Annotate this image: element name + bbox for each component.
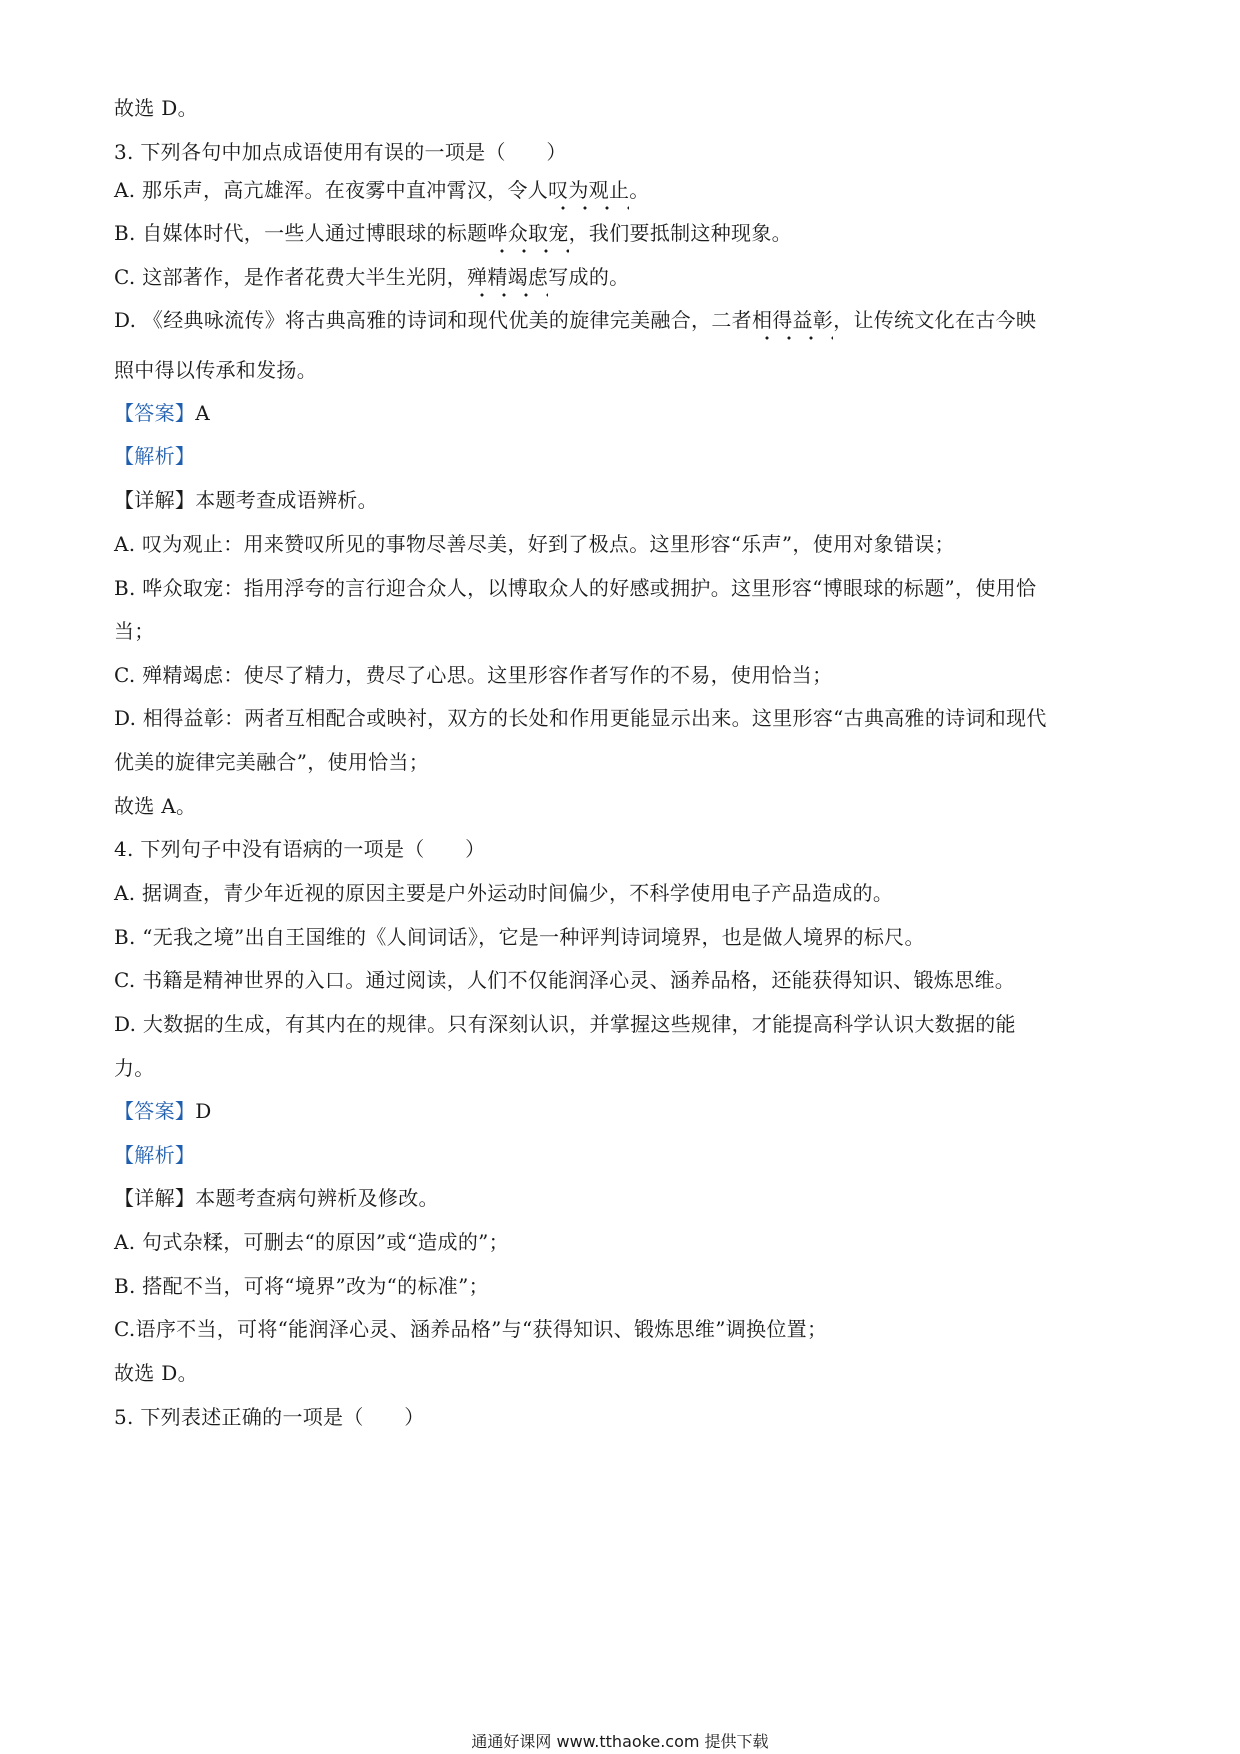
answer-value: D (195, 1099, 212, 1123)
answer-line (114, 1098, 1124, 1124)
explanation-b-cont: 当； (114, 619, 155, 643)
option-text: ，让传统文化在古今映 (833, 308, 1037, 332)
explanation-c: C.语序不当，可将“能润泽心灵、涵养品格”与“获得知识、锻炼思维”调换位置； (114, 1317, 828, 1341)
explanation-b: B. 哗众取宠：指用浮夸的言行迎合众人，以博取众人的好感或拥护。这里形容“博眼球的标题”，使用恰 (114, 576, 1037, 600)
conclusion-line: 故选 A。 (114, 794, 197, 818)
explanation-a: A. 叹为观止：用来赞叹所见的事物尽善尽美，好到了极点。这里形容“乐声”，使用对象错误； (114, 532, 955, 556)
option-text: 。 (629, 178, 650, 202)
option-text: A. 那乐声，高亢雄浑。在夜雾中直冲霄汉，令人 (114, 178, 549, 202)
question-3-stem: 3. 下列各句中加点成语使用有误的一项是（ ） (114, 140, 567, 164)
analysis-tag: 【解析】 (114, 1143, 196, 1167)
question-4-stem: 4. 下列句子中没有语病的一项是（ ） (114, 837, 486, 861)
analysis-tag: 【解析】 (114, 444, 196, 468)
dotted-idiom: 殚精竭虑 (467, 265, 549, 289)
question-3-option-d-cont: 照中得以传承和发扬。 (114, 358, 317, 382)
question-3-option-b (114, 220, 1124, 246)
conclusion-line: 故选 D。 (114, 1361, 198, 1385)
explanation-a: A. 句式杂糅，可删去“的原因”或“造成的”； (114, 1230, 509, 1254)
answer-value: A (195, 401, 210, 425)
option-text: 写成的。 (548, 265, 630, 289)
explanation-d-cont: 优美的旋律完美融合”，使用恰当； (114, 750, 430, 774)
dotted-idiom: 相得益彰 (751, 308, 834, 332)
question-5-stem: 5. 下列表述正确的一项是（ ） (114, 1405, 425, 1429)
detail-line: 【详解】本题考查病句辨析及修改。 (114, 1186, 439, 1210)
question-3-option-c (114, 264, 1124, 290)
option-text: D. 《经典咏流传》将古典高雅的诗词和现代优美的旋律完美融合，二者 (114, 308, 752, 332)
answer-line (114, 400, 1124, 426)
question-4-option-d-cont: 力。 (114, 1056, 155, 1080)
detail-line: 【详解】本题考查成语辨析。 (114, 488, 378, 512)
question-4-option-a: A. 据调查，青少年近视的原因主要是户外运动时间偏少，不科学使用电子产品造成的。 (114, 881, 894, 905)
explanation-c: C. 殚精竭虑：使尽了精力，费尽了心思。这里形容作者写作的不易，使用恰当； (114, 663, 833, 687)
answer-tag: 【答案】 (114, 1099, 196, 1123)
explanation-b: B. 搭配不当，可将“境界”改为“的标准”； (114, 1274, 489, 1298)
question-3-option-d (114, 307, 1124, 333)
dotted-idiom: 叹为观止 (548, 178, 630, 202)
option-text: ，我们要抵制这种现象。 (568, 221, 792, 245)
answer-tag: 【答案】 (114, 401, 196, 425)
explanation-d: D. 相得益彰：两者互相配合或映衬，双方的长处和作用更能显示出来。这里形容“古典高雅的诗词和现代 (114, 706, 1047, 730)
dotted-idiom: 哗众取宠 (487, 221, 569, 245)
question-4-option-b: B. “无我之境”出自王国维的《人间词话》，它是一种评判诗词境界，也是做人境界的标尺。 (114, 925, 925, 949)
text-line: 故选 D。 (114, 96, 198, 120)
option-text: B. 自媒体时代，一些人通过博眼球的标题 (114, 221, 488, 245)
question-4-option-c: C. 书籍是精神世界的入口。通过阅读，人们不仅能润泽心灵、涵养品格，还能获得知识、锻炼思维。 (114, 968, 1016, 992)
option-text: C. 这部著作，是作者花费大半生光阴， (114, 265, 468, 289)
question-4-option-d: D. 大数据的生成，有其内在的规律。只有深刻认识，并掌握这些规律，才能提高科学认识大数据的能 (114, 1012, 1016, 1036)
question-3-option-a (114, 177, 1124, 203)
page-footer: 通通好课网 www.tthaoke.com 提供下载 (471, 1732, 769, 1751)
